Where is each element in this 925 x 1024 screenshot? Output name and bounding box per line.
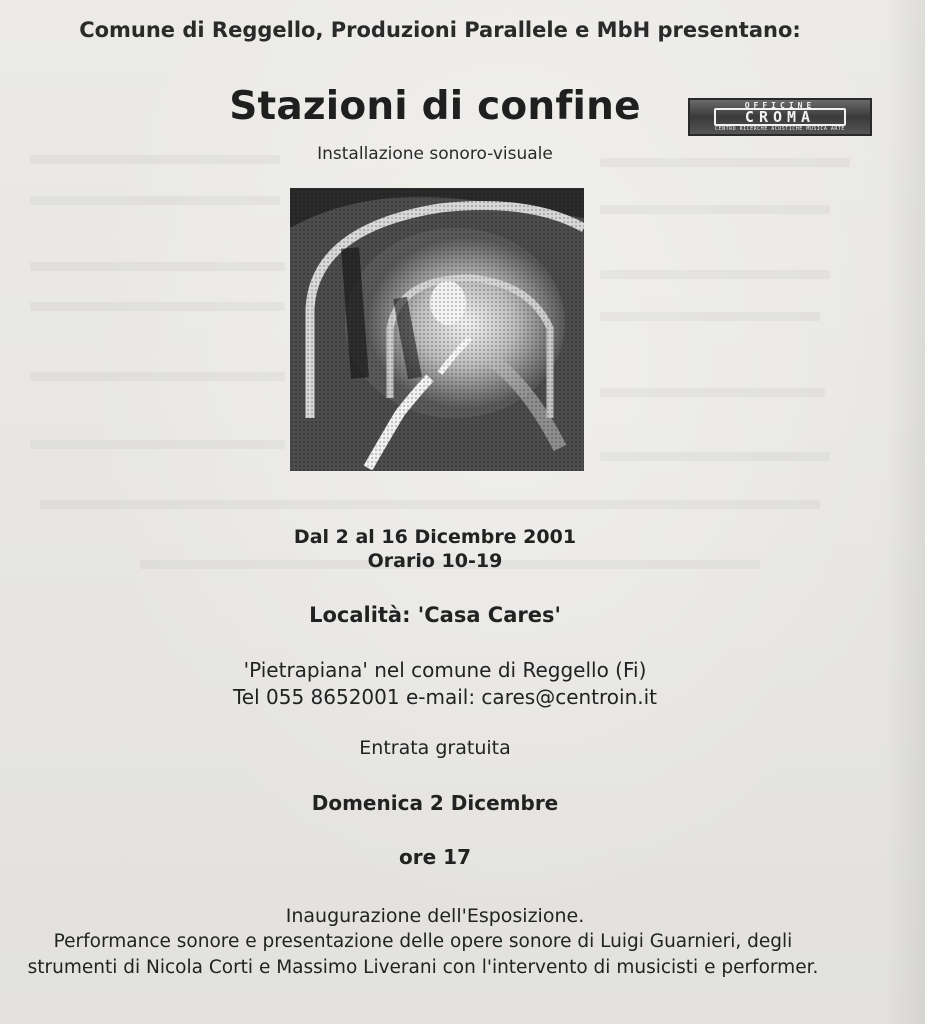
opening-time: ore 17	[399, 845, 471, 869]
logo-top-text: OFFICINE	[744, 101, 816, 110]
description-line-1: Performance sonore e presentazione delle opere sonore di Luigi Guarnieri, degli	[53, 931, 793, 952]
bleed-through-line	[600, 312, 820, 321]
bleed-through-line	[600, 205, 830, 214]
event-description	[0, 929, 858, 981]
bleed-through-line	[600, 388, 825, 397]
halftone-photo-graphic	[290, 188, 584, 471]
logo-main-text: CROMA	[714, 108, 846, 126]
page-subtitle: Installazione sonoro-visuale	[317, 144, 553, 164]
event-dates: Dal 2 al 16 Dicembre 2001	[293, 526, 577, 548]
entry-note: Entrata gratuita	[359, 737, 511, 759]
event-address-block	[0, 657, 890, 711]
bleed-through-line	[30, 302, 285, 311]
halftone-photo	[290, 188, 584, 471]
bleed-through-line	[40, 500, 820, 509]
bleed-through-line	[30, 440, 285, 449]
logo-bottom-text: CENTRO RICERCHE ACUSTICHE MUSICA ARTE	[715, 126, 845, 132]
event-contact: Tel 055 8652001 e-mail: cares@centroin.it	[232, 685, 658, 709]
bleed-through-line	[30, 196, 280, 205]
event-location: Località: 'Casa Cares'	[309, 603, 561, 627]
description-line-2: strumenti di Nicola Corti e Massimo Liverani con l'intervento di musicisti e performer.	[27, 957, 819, 978]
event-address: 'Pietrapiana' nel comune di Reggello (Fi)	[243, 658, 647, 682]
bleed-through-line	[600, 270, 830, 279]
presenters-line: Comune di Reggello, Produzioni Parallele e MbH presentano:	[79, 18, 801, 42]
opening-day: Domenica 2 Dicembre	[311, 791, 559, 815]
inauguration-line: Inaugurazione dell'Esposizione.	[285, 905, 585, 927]
officine-croma-logo	[688, 98, 872, 136]
page-title: Stazioni di confine	[229, 84, 641, 129]
bleed-through-line	[30, 372, 285, 381]
event-dates-block	[0, 525, 870, 573]
event-hours: Orario 10-19	[367, 550, 503, 572]
bleed-through-line	[30, 262, 285, 271]
bleed-through-line	[600, 452, 830, 461]
page-edge-shadow	[885, 0, 925, 1024]
